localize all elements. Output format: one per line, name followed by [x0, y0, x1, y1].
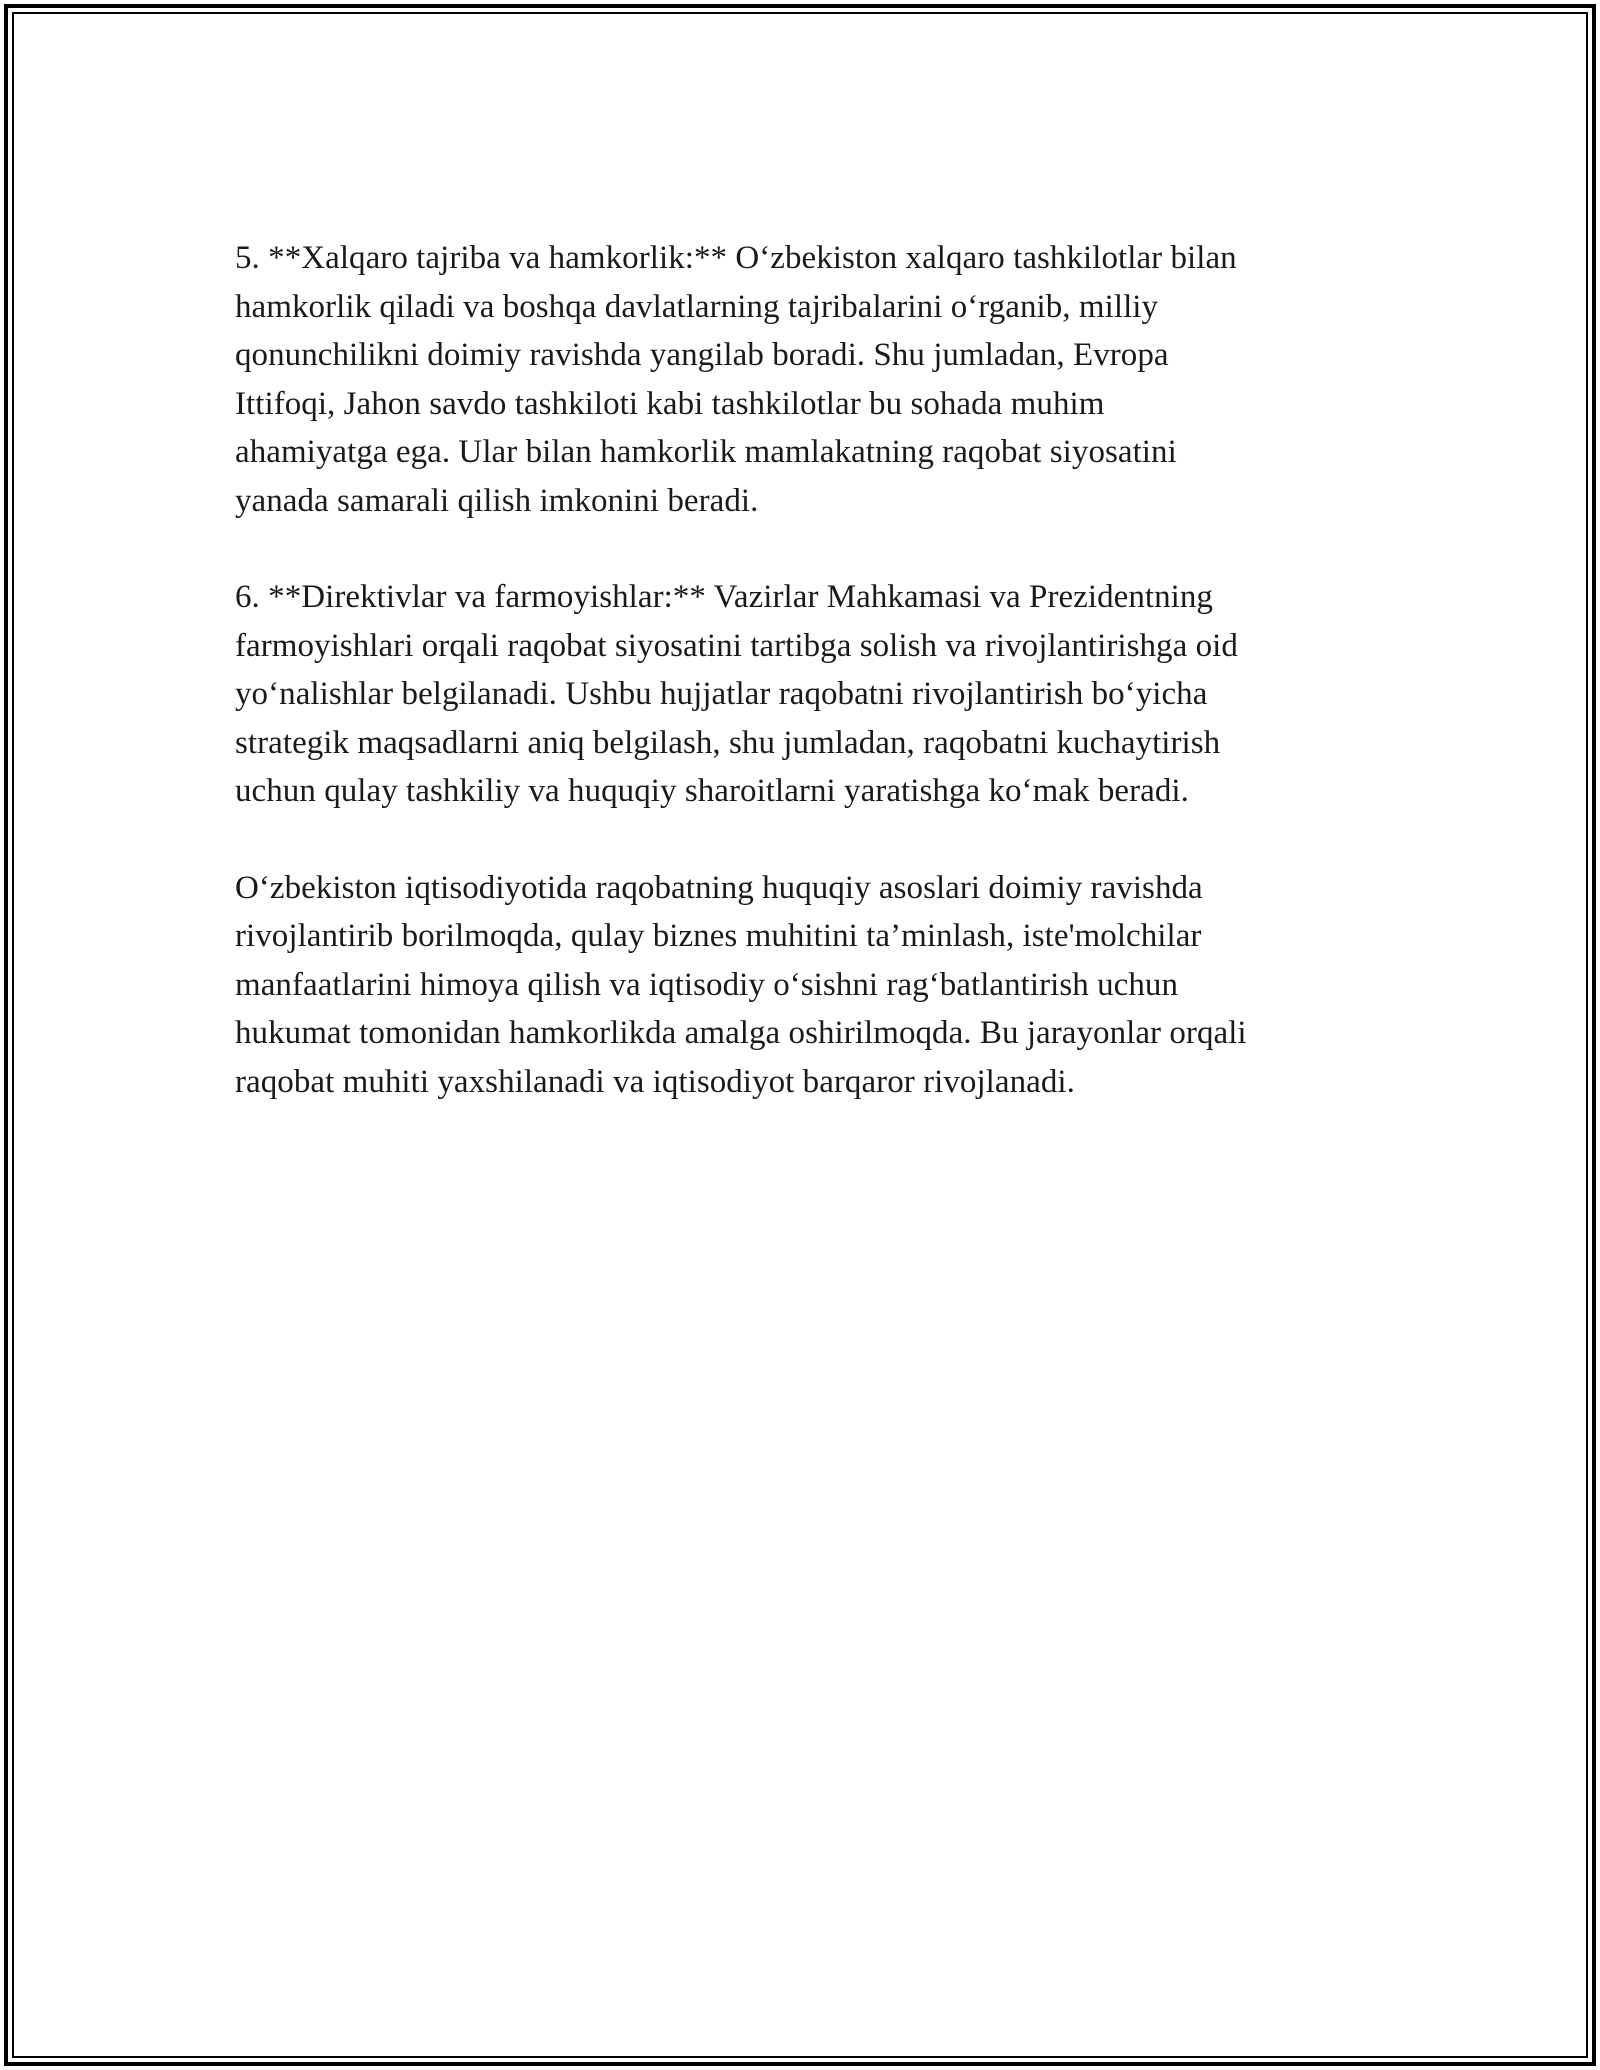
document-body — [235, 234, 1365, 1154]
paragraph-directives-decrees: 6. **Direktivlar va farmoyishlar:** Vazirlar Mahkamasi va Prezidentning farmoyishlari orqali raqobat siyosatini tartibga solish va rivojlantirishga oid yoʻnalishlar belgilanadi. Ushbu hujjatlar raqobatni rivojlantirish boʻyicha strategik maqsadlarni aniq belgilash, shu jumladan, raqobatni kuchaytirish uchun qulay tashkiliy va huquqiy sharoitlarni yaratishga koʻmak beradi. — [235, 579, 1238, 809]
paragraph-conclusion: Oʻzbekiston iqtisodiyotida raqobatning huquqiy asoslari doimiy ravishda rivojlantirib borilmoqda, qulay biznes muhitini ta’minlash, iste'molchilar manfaatlarini himoya qilish va iqtisodiy oʻsishni ragʻbatlantirish uchun hukumat tomonidan hamkorlikda amalga oshirilmoqda. Bu jarayonlar orqali raqobat muhiti yaxshilanadi va iqtisodiyot barqaror rivojlanadi. — [235, 869, 1247, 1100]
paragraph-international-cooperation: 5. **Xalqaro tajriba va hamkorlik:** Oʻzbekiston xalqaro tashkilotlar bilan hamkorlik qiladi va boshqa davlatlarning tajribalarini oʻrganib, milliy qonunchilikni doimiy ravishda yangilab boradi. Shu jumladan, Evropa Ittifoqi, Jahon savdo tashkiloti kabi tashkilotlar bu sohada muhim ahamiyatga ega. Ular bilan hamkorlik mamlakatning raqobat siyosatini yanada samarali qilish imkonini beradi. — [235, 240, 1237, 519]
